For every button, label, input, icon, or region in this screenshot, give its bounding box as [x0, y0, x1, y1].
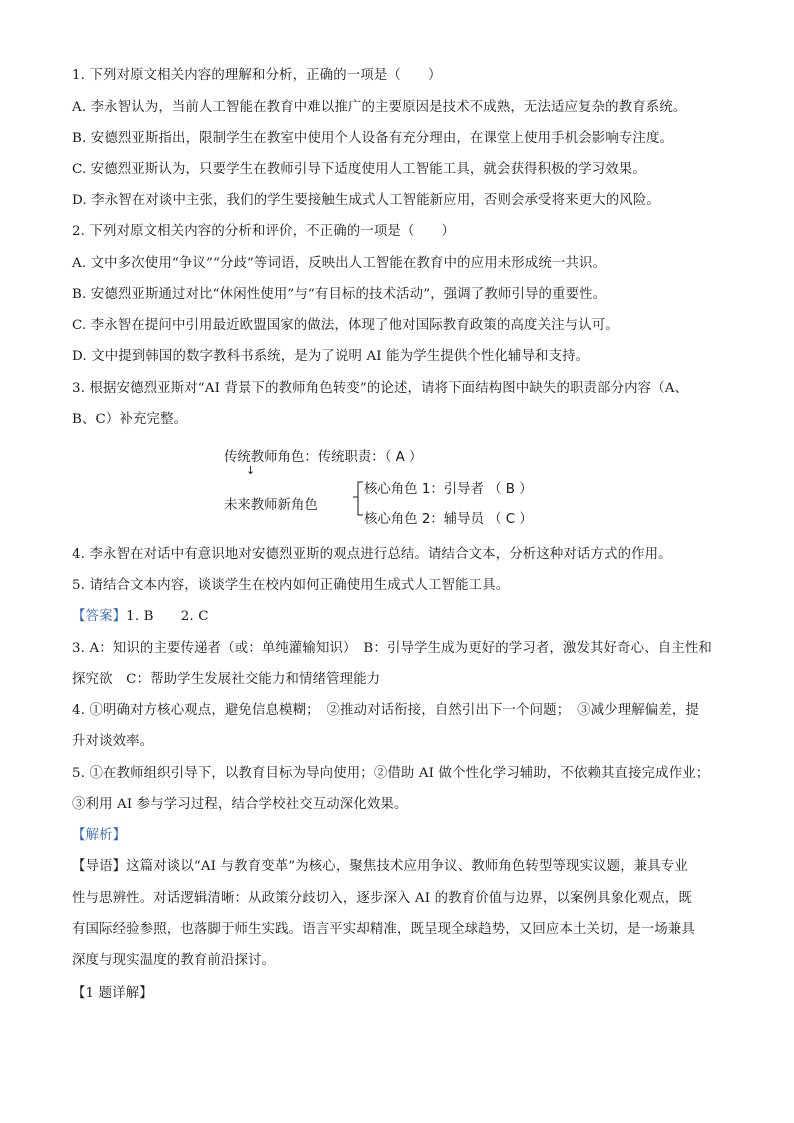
question-1-option-c: C. 安德烈亚斯认为，只要学生在教师引导下适度使用人工智能工具，就会获得积极的学习效果。 — [72, 162, 646, 177]
question-2-option-a: A. 文中多次使用“争议”“分歧”等词语，反映出人工智能在教育中的应用未形成统一共识。 — [72, 256, 607, 271]
question-1-option-b: B. 安德烈亚斯指出，限制学生在教室中使用个人设备有充分理由，在课堂上使用手机会影响专注度。 — [72, 131, 674, 146]
question-1-option-d: D. 李永智在对谈中主张，我们的学生要接触生成式人工智能新应用，否则会承受将来更大的风险。 — [72, 193, 660, 208]
question-1-detail-heading: 【1 题详解】 — [72, 986, 153, 1001]
answer-3-line-1: 3. A：知识的主要传递者（或：单纯灌输知识） B：引导学生成为更好的学习者，激发其好奇心、自主性和 — [72, 641, 712, 656]
question-1-option-a: A. 李永智认为，当前人工智能在教育中难以推广的主要原因是技术不成熟，无法适应复杂的教育系统。 — [72, 100, 687, 115]
question-4-stem: 4. 李永智在对话中有意识地对安德烈亚斯的观点进行总结。请结合文本，分析这种对话方式的作用。 — [72, 547, 672, 562]
question-5-stem: 5. 请结合文本内容，谈谈学生在校内如何正确使用生成式人工智能工具。 — [72, 578, 510, 593]
role-structure-diagram — [224, 446, 584, 532]
core-role-1: 核心角色 1：引导者 （ B ） — [364, 482, 533, 497]
guide-line-3: 有国际经验参照，也落脚于师生实践。语言平实却精准，既呈现全球趋势，又回应本土关切，是一场兼具 — [72, 922, 695, 937]
answer-row — [72, 607, 738, 627]
guide-line-2: 性与思辨性。对话逻辑清晰：从政策分歧切入，逐步深入 AI 的教育价值与边界，以案例具象化观点，既 — [72, 891, 692, 906]
guide-line-1: 【导语】这篇对谈以“AI 与教育变革”为核心，聚焦技术应用争议、教师角色转型等现实议题，兼具专业 — [72, 859, 688, 874]
question-3-stem-line-2: B、C）补充完整。 — [72, 412, 188, 427]
answer-label: 【答案】 — [72, 609, 127, 624]
analysis-label: 【解析】 — [72, 828, 127, 843]
future-role-label: 未来教师新角色 — [224, 498, 318, 513]
answer-3-line-2: 探究欲 C：帮助学生发展社交能力和情绪管理能力 — [72, 672, 381, 687]
answer-4-line-1: 4. ①明确对方核心观点，避免信息模糊； ②推动对话衔接，自然引出下一个问题； ③减少理解偏差，提 — [72, 703, 699, 718]
answer-5-line-2: ③利用 AI 参与学习过程，结合学校社交互动深化效果。 — [72, 797, 408, 812]
answer-q1-q2: 1. B 2. C — [126, 609, 209, 624]
question-2-option-c: C. 李永智在提问中引用最近欧盟国家的做法，体现了他对国际教育政策的高度关注与认可。 — [72, 318, 619, 333]
question-2-option-d: D. 文中提到韩国的数字教科书系统，是为了说明 AI 能为学生提供个性化辅导和支持。 — [72, 349, 590, 364]
question-1-stem: 1. 下列对原文相关内容的理解和分析，正确的一项是（ ） — [72, 68, 442, 83]
brace-icon — [352, 480, 364, 518]
traditional-role-box: 传统教师角色：传统职责：（ A ） — [224, 450, 423, 465]
core-role-2: 核心角色 2：辅导员 （ C ） — [364, 512, 533, 527]
guide-line-4: 深度与现实温度的教育前沿探讨。 — [72, 953, 276, 968]
question-2-option-b: B. 安德烈亚斯通过对比“休闲性使用”与“有目标的技术活动”，强调了教师引导的重要性。 — [72, 287, 607, 302]
answer-5-line-1: 5. ①在教师组织引导下，以教育目标为导向使用；②借助 AI 做个性化学习辅助，不依赖其直接完成作业； — [72, 766, 710, 781]
answer-4-line-2: 升对谈效率。 — [72, 734, 154, 749]
down-arrow-icon: ↓ — [246, 464, 256, 477]
question-2-stem: 2. 下列对原文相关内容的分析和评价，不正确的一项是（ ） — [72, 224, 456, 239]
question-3-stem-line-1: 3. 根据安德烈亚斯对“AI 背景下的教师角色转变”的论述，请将下面结构图中缺失的职责部分内容（A、 — [72, 381, 689, 396]
